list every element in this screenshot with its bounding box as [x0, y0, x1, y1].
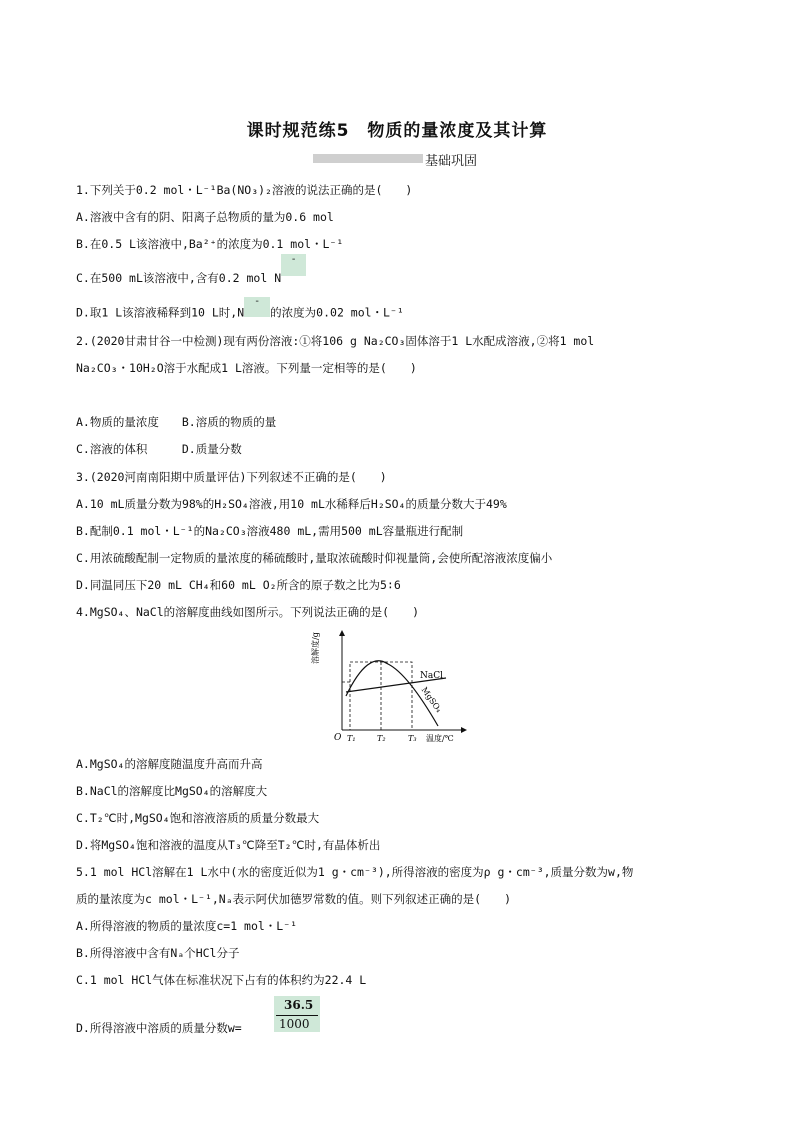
q1-option-c-text: C.在500 mL该溶液中,含有0.2 mol N	[76, 271, 282, 285]
y-axis-label: 溶解度/g	[311, 632, 320, 664]
q3-option-a: A.10 mL质量分数为98%的H₂SO₄溶液,用10 mL水稀释后H₂SO₄的质量分数大于49%	[76, 497, 507, 511]
q2-stem-line2: Na₂CO₃・10H₂O溶于水配成1 L溶液。下列量一定相等的是( )	[76, 361, 417, 375]
q1-option-d-text: D.取1 L该溶液稀释到10 L时,N	[76, 305, 245, 320]
mgso4-label: MgSO₄	[419, 685, 444, 715]
origin-label: O	[334, 733, 342, 743]
q3-option-b: B.配制0.1 mol・L⁻¹的Na₂CO₃溶液480 mL,需用500 mL容量瓶进行配制	[76, 524, 464, 538]
q1-option-d-text-end: 的浓度为0.02 mol・L⁻¹	[270, 305, 404, 320]
q1-option-d	[76, 296, 404, 323]
q2-options-ab: A.物质的量浓度 B.溶质的物质的量	[76, 415, 277, 429]
q3-option-d: D.同温同压下20 mL CH₄和60 mL O₂所含的原子数之比为5∶6	[76, 578, 401, 592]
q5-stem-line2: 质的量浓度为c mol・L⁻¹,Nₐ表示阿伏加德罗常数的值。则下列叙述正确的是( )	[76, 892, 512, 906]
q5-stem-line1: 5.1 mol HCl溶解在1 L水中(水的密度近似为1 g・cm⁻³),所得溶液的密度为ρ g・cm⁻³,质量分数为w,物	[76, 865, 634, 879]
solubility-curve-figure	[311, 630, 468, 745]
q1-stem: 1.下列关于0.2 mol・L⁻¹Ba(NO₃)₂溶液的说法正确的是( )	[76, 183, 413, 197]
q4-option-a: A.MgSO₄的溶解度随温度升高而升高	[76, 757, 263, 771]
t1-label: T₁	[347, 734, 356, 743]
q4-option-c: C.T₂℃时,MgSO₄饱和溶液溶质的质量分数最大	[76, 811, 320, 825]
x-axis-label: 温度/℃	[426, 734, 454, 743]
q5-option-d: D.所得溶液中溶质的质量分数w=	[76, 1021, 242, 1035]
section-bar	[313, 154, 423, 163]
q4-option-d: D.将MgSO₄饱和溶液的温度从T₃℃降至T₂℃时,有晶体析出	[76, 838, 381, 852]
q4-stem: 4.MgSO₄、NaCl的溶解度曲线如图所示。下列说法正确的是( )	[76, 605, 420, 619]
fraction-bar	[276, 1015, 318, 1016]
q1-option-b: B.在0.5 L该溶液中,Ba²⁺的浓度为0.1 mol・L⁻¹	[76, 237, 344, 251]
formula-placeholder: -	[281, 254, 306, 276]
q3-stem: 3.(2020河南南阳期中质量评估)下列叙述不正确的是( )	[76, 470, 387, 484]
q1-option-c	[76, 253, 306, 286]
section-label: 基础巩固	[425, 154, 478, 169]
formula-placeholder: -	[244, 297, 270, 317]
q4-option-b: B.NaCl的溶解度比MgSO₄的溶解度大	[76, 784, 268, 798]
fraction-denominator: 1000	[279, 1017, 310, 1031]
q5-option-a: A.所得溶液的物质的量浓度c=1 mol・L⁻¹	[76, 919, 298, 933]
q1-option-a: A.溶液中含有的阴、阳离子总物质的量为0.6 mol	[76, 210, 334, 224]
q2-options-cd: C.溶液的体积 D.质量分数	[76, 442, 242, 456]
fraction-numerator: 36.5	[284, 998, 314, 1012]
t2-label: T₂	[377, 734, 386, 743]
q5-option-b: B.所得溶液中含有Nₐ个HCl分子	[76, 946, 240, 960]
nacl-label: NaCl	[420, 671, 444, 681]
t3-label: T₃	[408, 734, 417, 743]
page-title: 课时规范练5 物质的量浓度及其计算	[246, 121, 548, 141]
q3-option-c: C.用浓硫酸配制一定物质的量浓度的稀硫酸时,量取浓硫酸时仰视量筒,会使所配溶液浓度偏小	[76, 551, 553, 565]
q2-stem-line1: 2.(2020甘肃甘谷一中检测)现有两份溶液:①将106 g Na₂CO₃固体溶于1 L水配成溶液,②将1 mol	[76, 334, 595, 348]
q5-option-c: C.1 mol HCl气体在标准状况下占有的体积约为22.4 L	[76, 973, 367, 987]
